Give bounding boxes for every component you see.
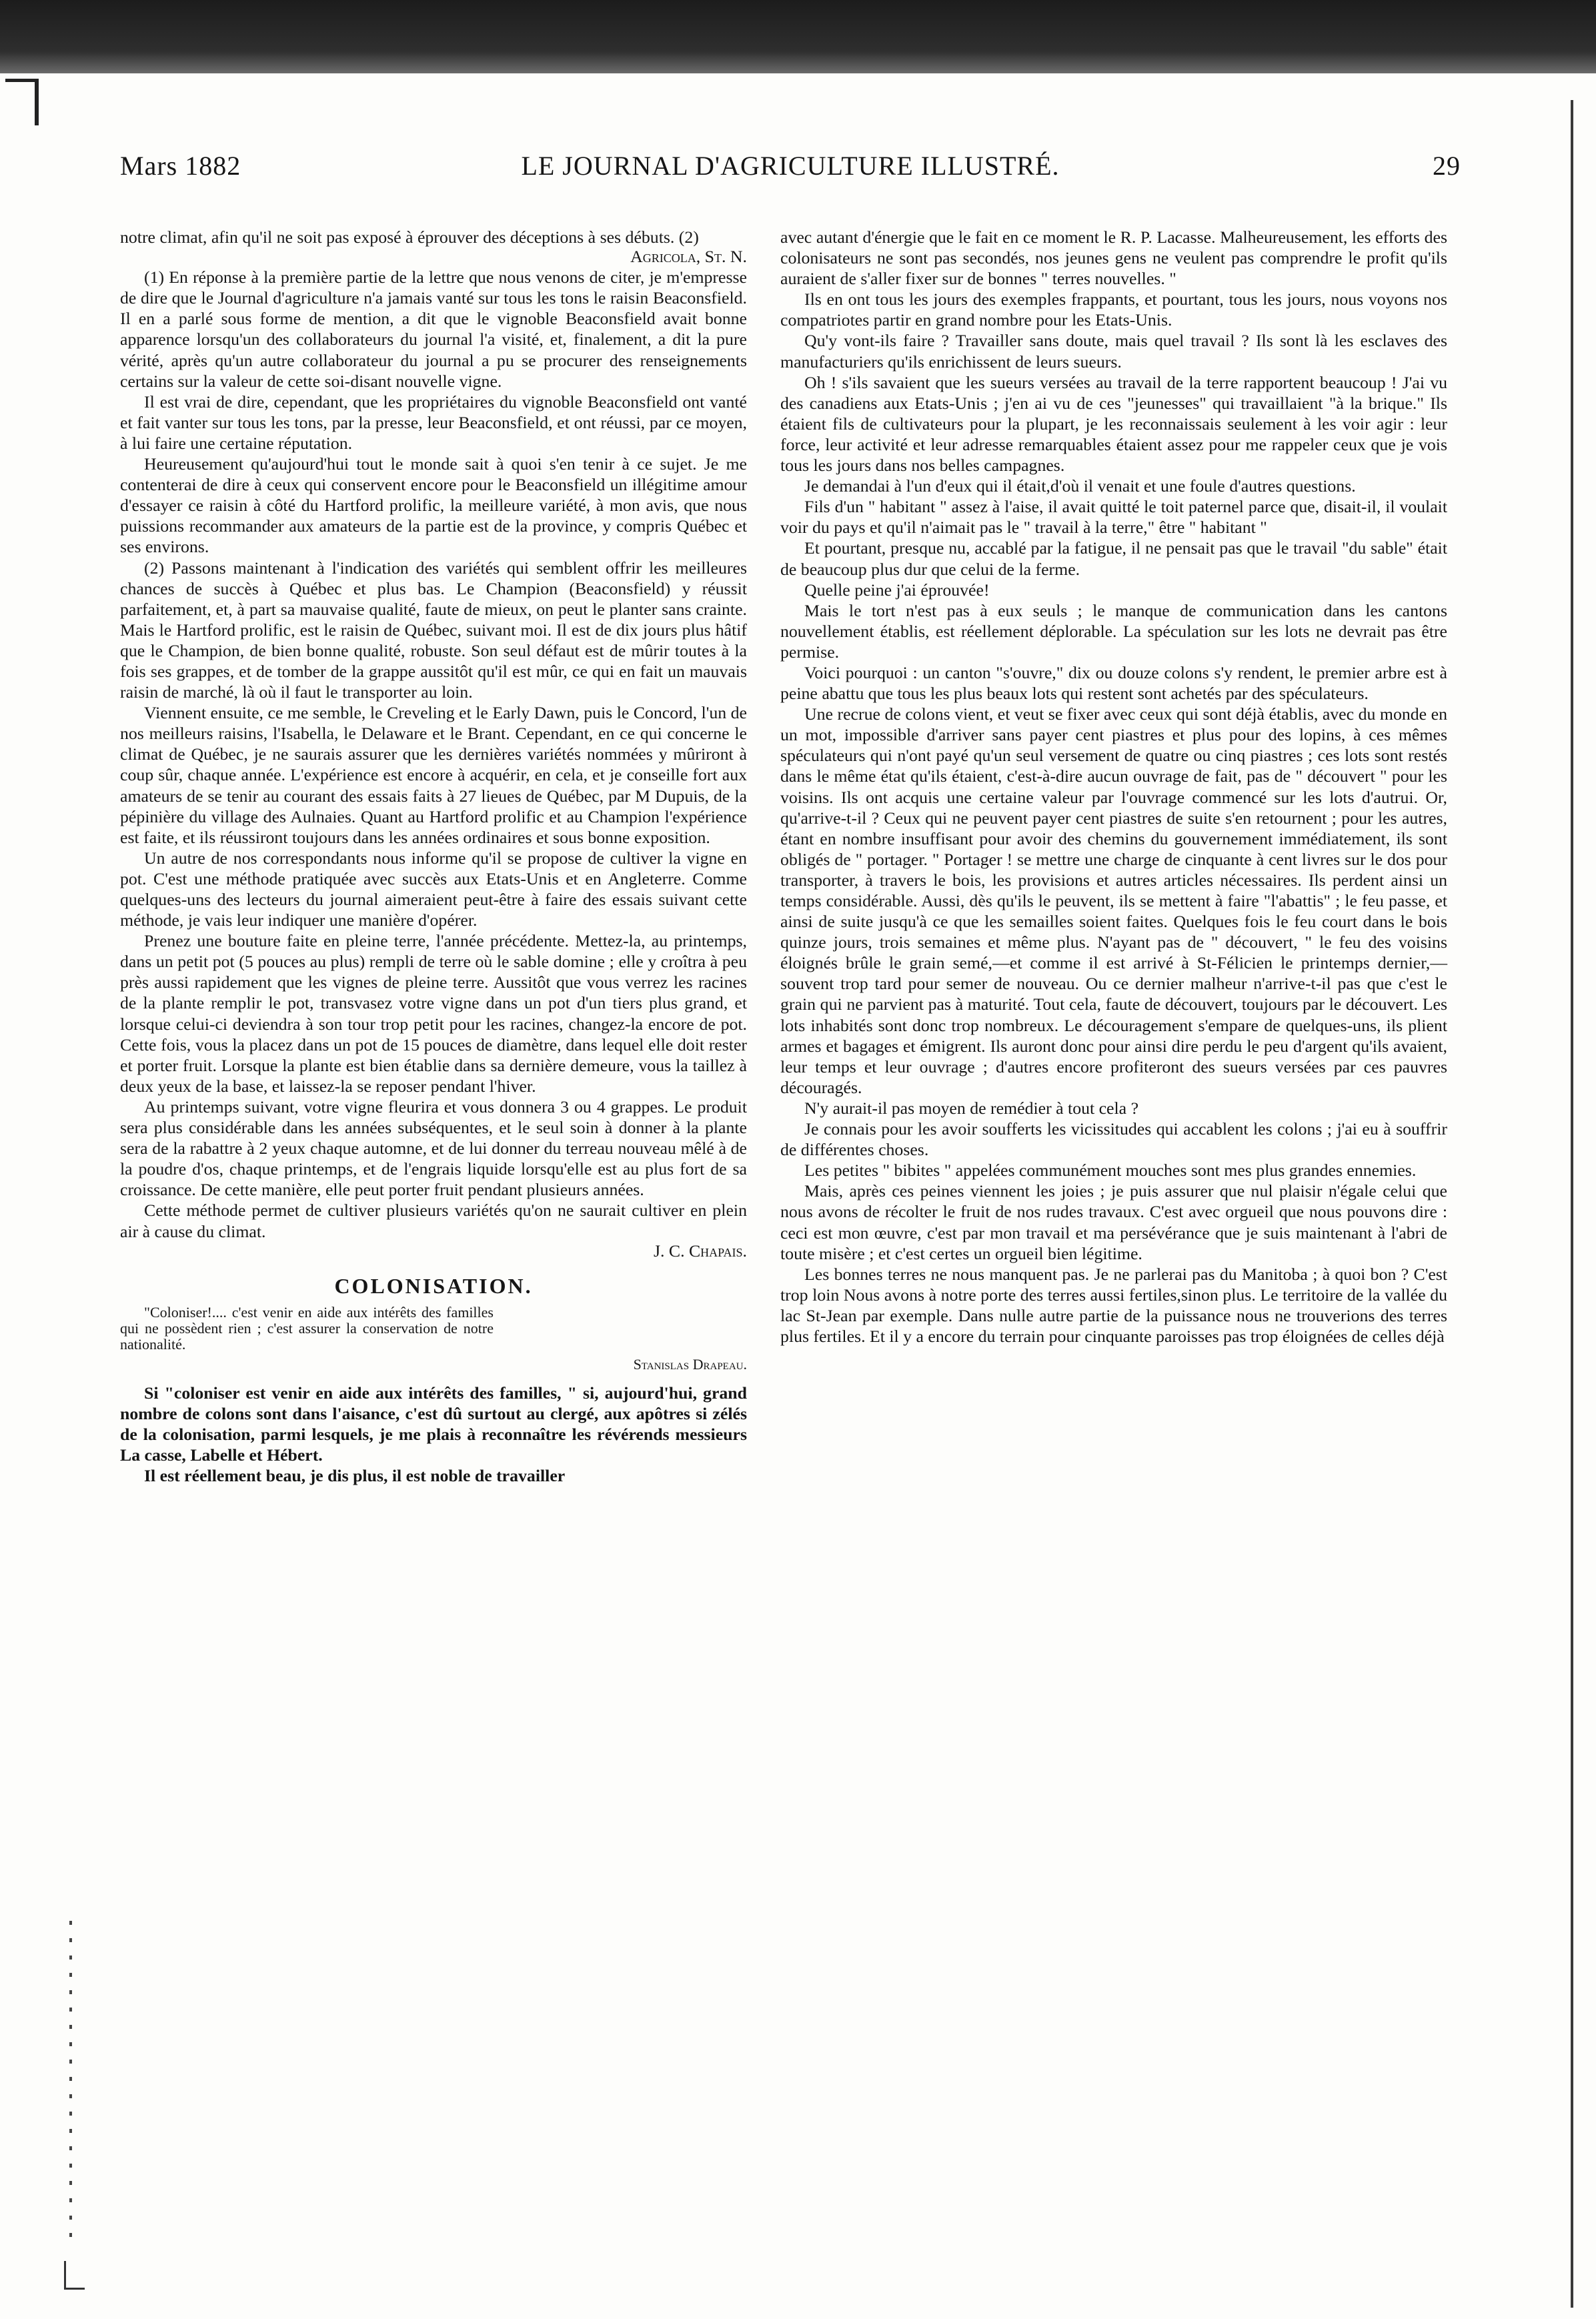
paragraph: Prenez une bouture faite en pleine terre, l'année précédente. Mettez-la, au printemps, dans un petit pot (5 pouces au plus) rempli de terre où le sable domine ; elle y croîtra à peu près aussi rapidement que les vignes de pleine terre. Aussitôt que vous verrez les racines de la plante remplir le pot, transvasez votre vigne dans un pot d'un tiers plus grand, et lorsque celui-ci deviendra à son tour trop petit pour les racines, changez-la encore de pot. Cette fois, vous la placez dans un pot de 15 pouces de diamètre, dans lequel elle doit rester et porter fruit. Lorsque la plante est bien établie dans sa dernière demeure, vous la taillez à deux yeux de la base, et laissez-la se reposer pendant l'hiver. xyxy=(120,931,747,1096)
page-corner-mark-bottom xyxy=(64,2261,85,2290)
paragraph: Mais le tort n'est pas à eux seuls ; le manque de communication dans les cantons nouvellement établis, est réellement déplorable. La spéculation sur les lots ne devrait pas être permise. xyxy=(780,600,1447,662)
paragraph: Qu'y vont-ils faire ? Travailler sans doute, mais quel travail ? Ils sont là les esclaves des manufacturiers qu'ils enrichissent de leurs sueurs. xyxy=(780,331,1447,371)
paragraph: Les petites " bibites " appelées communément mouches sont mes plus grandes ennemies. xyxy=(804,1161,1417,1181)
signature: J. C. Chapais. xyxy=(653,1241,747,1261)
paragraph: Une recrue de colons vient, et veut se fixer avec ceux qui sont déjà établis, avec du monde en un mot, impossible d'arriver sans payer cent piastres et plus pour des lopins, à ces mêmes spéculateurs qui n'ont payé qu'un seul versement de quatre ou cinq piastres ; ces lots sont restés dans le même état qu'ils étaient, c'est-à-dire aucun ouvrage de fait, pas de " découvert " pour les voisins. Ils ont acquis une certaine valeur par l'ouvrage commencé sur les lots d'autrui. Or, qu'arrive-t-il ? Ceux qui ne peuvent payer cent piastres de suite s'en retournent ; pour les autres, étant en nombre insuffisant pour avoir des chemins du gouvernement immédiatement, ils sont obligés de " portager. " Portager ! se mettre une charge de cinquante à cent livres sur le dos pour transporter, à travers le bois, les provisions et autres articles nécessaires. Ils perdent ainsi un temps considérable. Aussi, dès qu'ils le peuvent, ils se mettent à faire "l'abattis" ; le feu passe, et ainsi de suite jusqu'à ce que les semailles soient faites. Quelques fois le feu court dans le bois quinze jours, trois semaines et même plus. N'ayant pas de " découvert, " le feu des voisins éloignés brûle le grain semé,—et comme il est arrivé à St-Félicien le printemps dernier,—souvent trop tard pour semer de nouveau. Ou ce dernier malheur n'arrive-t-il pas que c'est le grain qui ne parvient pas à maturité. Tout cela, faute de découvert, toujours par le découvert. Les lots inhabités sont donc trop nombreux. Le découragement s'empare de quelques-uns, ils plient armes et bagages et émigrent. Ils auront donc pour ainsi dire perdu le peu d'argent qu'ils avaient, leur temps et leur ouvrage ; d'autres encore profiteront des sueurs versées par ces pauvres découragés. xyxy=(780,704,1447,1097)
paragraph: Mais, après ces peines viennent les joies ; je puis assurer que nul plaisir n'égale celui que nous avons de récolter le fruit de nos rudes travaux. C'est avec orgueil que nous pouvons dire : ceci est mon œuvre, c'est par mon travail et ma persévérance que je suis maintenant à l'abri de toute misère ; et c'est certes un orgueil bien légitime. xyxy=(780,1181,1447,1263)
page-edge-rule xyxy=(1571,100,1573,2308)
paragraph: Si "coloniser est venir en aide aux intérêts des familles, " si, aujourd'hui, grand nombre de colons sont dans l'aisance, c'est dû surtout au clergé, aux apôtres si zélés de la colonisation, parmi lesquels, je me plais à reconnaître les révérends messieurs La casse, Labelle et Hébert. xyxy=(120,1383,747,1465)
section-title: COLONISATION. xyxy=(334,1273,533,1298)
paragraph: avec autant d'énergie que le fait en ce moment le R. P. Lacasse. Malheureusement, les efforts des colonisateurs ne sont pas secondés, nos jeunes gens ne veulent pas comprendre le profit qu'ils auraient de s'aller fixer sur de bonnes " terres nouvelles. " xyxy=(780,227,1447,289)
paragraph: Cette méthode permet de cultiver plusieurs variétés qu'on ne saurait cultiver en plein air à cause du climat. xyxy=(120,1201,747,1241)
paragraph: Il est réellement beau, je dis plus, il est noble de travailler xyxy=(144,1466,566,1486)
header-date: Mars 1882 xyxy=(120,151,241,181)
paragraph: Ils en ont tous les jours des exemples frappants, et pourtant, tous les jours, nous voyons nos compatriotes partir en grand nombre pour les Etats-Unis. xyxy=(780,289,1447,330)
signature: Agricola, St. N. xyxy=(630,247,747,267)
paragraph: Voici pourquoi : un canton "s'ouvre," dix ou douze colons s'y rendent, le premier arbre est à peine abattu que tous les plus beaux lots qui restent sont achetés par des spéculateurs. xyxy=(780,662,1447,704)
epigraph: "Coloniser!.... c'est venir en aide aux intérêts des familles qui ne possèdent rien ; c'est assurer la conservation de notre nationalité. xyxy=(120,1303,494,1353)
header-title: LE JOURNAL D'AGRICULTURE ILLUSTRÉ. xyxy=(521,151,1060,181)
right-column xyxy=(780,227,1447,1347)
page-corner-mark xyxy=(35,79,39,125)
paragraph: Quelle peine j'ai éprouvée! xyxy=(804,580,990,600)
paragraph: Les bonnes terres ne nous manquent pas. Je ne parlerai pas du Manitoba ; à quoi bon ? C'est trop loin Nous avons à notre porte des terres aussi fertiles,sinon plus. Le territoire de la vallée du lac St-Jean par exemple. Dans nulle autre partie de la puissance nous ne trouverions des terres plus fertiles. Et il y a encore du terrain pour cinquante paroisses pas trop éloignées de celles déjà xyxy=(780,1264,1447,1346)
paragraph: Fils d'un " habitant " assez à l'aise, il avait quitté le toit paternel parce que, disait-il, il voulait voir du pays et qu'il n'aimait pas le " travail à la terre," être " habitant " xyxy=(780,497,1447,538)
paragraph: (2) Passons maintenant à l'indication des variétés qui semblent offrir les meilleures chances de succès à Québec et plus bas. Le Champion (Beaconsfield) y réussit parfaitement, et, à part sa mauvaise qualité, faute de mieux, on peut le planter sans crainte. Mais le Hartford prolific, est le raisin de Québec, suivant moi. Il est de dix jours plus hâtif que le Champion, de bien bonne qualité, robuste. Son seul défaut est de mûrir toutes à la fois ses grappes, et de tomber de la grappe aussitôt qu'il est mûr, ce qui en fait un mauvais raisin de marché, là où il faut le transporter au loin. xyxy=(120,558,747,702)
paragraph: Je connais pour les avoir soufferts les vicissitudes qui accablent les colons ; j'ai eu à souffrir de différentes choses. xyxy=(780,1119,1447,1160)
gutter-marks xyxy=(69,1921,72,2241)
paragraph: N'y aurait-il pas moyen de remédier à tout cela ? xyxy=(804,1098,1139,1118)
paragraph: (1) En réponse à la première partie de la lettre que nous venons de citer, je m'empresse de dire que le Journal d'agriculture n'a jamais vanté sur tous les tons le raisin Beaconsfield. Il en a parlé sous forme de mention, a dit que le vignoble Beaconsfield avait bonne apparence lorsqu'un des collaborateurs du journal l'a visité, et, finalement, a dit la pure vérité, après qu'un autre collaborateur du journal a pu se procurer des renseignements certains sur la valeur de cette soi-disant nouvelle vigne. xyxy=(120,267,747,391)
paragraph: Viennent ensuite, ce me semble, le Creveling et le Early Dawn, puis le Concord, l'un de nos meilleurs raisins, l'Isabella, le Delaware et le Brant. Cependant, en ce qui concerne le climat de Québec, je ne saurais assurer que les dernières variétés nommées y mûriront à coup sûr, chaque année. L'expérience est encore à acquérir, en cela, et je conseille fort aux amateurs de se tenir au courant des essais faits à 27 lieues de Québec, par M Dupuis, de la pépinière du village des Aulnaies. Quant au Hartford prolific et au Champion l'expérience est faite, et ils réussiront toujours dans les années ordinaires et sous bonne exposition. xyxy=(120,703,747,847)
paragraph: Un autre de nos correspondants nous informe qu'il se propose de cultiver la vigne en pot. C'est une méthode pratiquée avec succès aux Etats-Unis et en Angleterre. Comme quelques-uns des lecteurs du journal aimeraient peut-être à faire des essais suivant cette méthode, je vais leur indiquer une manière d'opérer. xyxy=(120,848,747,930)
paragraph: Je demandai à l'un d'eux qui il était,d'où il venait et une foule d'autres questions. xyxy=(804,476,1356,496)
paragraph: Oh ! s'ils savaient que les sueurs versées au travail de la terre rapportent beaucoup ! J'ai vu des canadiens aux Etats-Unis ; j'en ai vu de ces "jeunesses" qui travaillaient "à la brique." Ils étaient fils de cultivateurs pour la plupart, je les reconnaissais seulement à les voir agir : leur force, leur activité et leur adresse remarquables étaient assez pour me rappeler ceux que je vois tous les jours dans nos belles campagnes. xyxy=(780,372,1447,476)
paragraph: Et pourtant, presque nu, accablé par la fatigue, il ne pensait pas que le travail "du sable" était de beaucoup plus dur que celui de la ferme. xyxy=(780,538,1447,579)
paragraph: Heureusement qu'aujourd'hui tout le monde sait à quoi s'en tenir à ce sujet. Je me contenterai de dire à ceux qui conservent encore pour le Beaconsfield un illégitime amour d'essayer ce raisin à côté du Hartford prolific, la meilleure variété, à mon avis, que nous puissions recommander aux amateurs de la partie est de la province, y compris Québec et ses environs. xyxy=(120,454,747,557)
paragraph: Il est vrai de dire, cependant, que les propriétaires du vignoble Beaconsfield ont vanté et fait vanter sur tous les tons, par la presse, leur Beaconsfield, et ont réussi, par ce moyen, à lui faire une certaine réputation. xyxy=(120,392,747,453)
page-header xyxy=(120,150,1461,190)
epigraph-signature: Stanislas Drapeau. xyxy=(633,1355,747,1373)
paragraph: notre climat, afin qu'il ne soit pas exposé à éprouver des déceptions à ses débuts. (2) xyxy=(120,227,699,247)
page-number: 29 xyxy=(1433,151,1461,181)
left-column xyxy=(120,227,747,1486)
scan-edge xyxy=(0,0,1596,73)
paragraph: Au printemps suivant, votre vigne fleurira et vous donnera 3 ou 4 grappes. Le produit sera plus considérable dans les années subséquentes, et le seul soin à donner à la plante sera de la rabattre à 2 yeux chaque automne, et de lui donner du terreau nouveau mêlé à de la poudre d'os, chaque printemps, et de l'engrais liquide lorsqu'elle est au plus fort de sa croissance. De cette manière, elle peut porter fruit pendant plusieurs années. xyxy=(120,1096,747,1200)
